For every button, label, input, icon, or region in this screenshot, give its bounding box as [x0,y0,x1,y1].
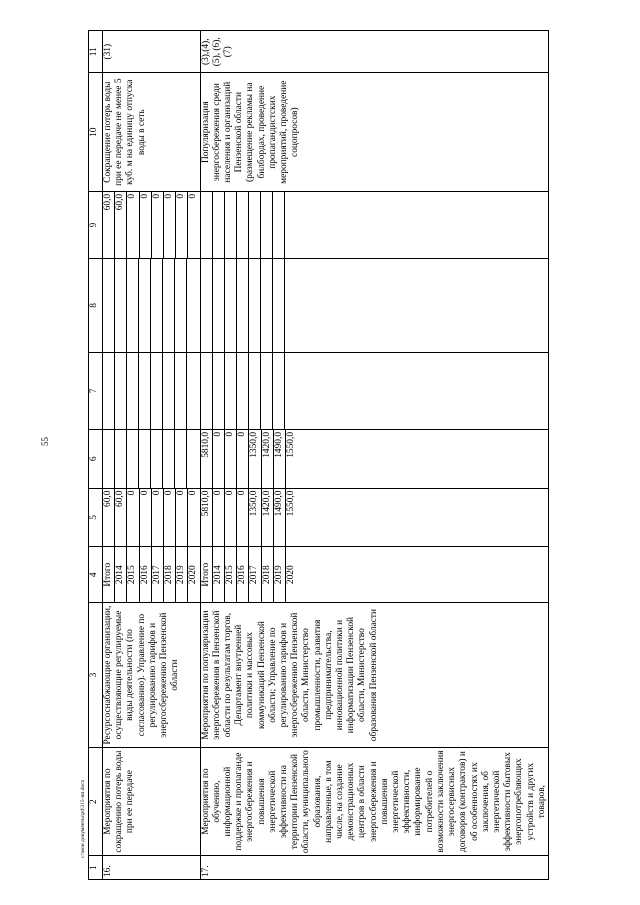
col9-value [236,192,248,258]
col8-cell [200,259,548,353]
col9-cell [200,191,548,258]
measures-table [88,30,549,880]
col8-list [103,259,198,352]
col5-value: 1420,0 [261,489,273,547]
col6-value: 5810,0 [201,430,213,488]
col8-value [115,259,127,352]
header-cell: 4 [89,547,103,603]
col7-cell [200,352,548,429]
indicator-refs: (3),(4), (5), (6), (7) [200,31,548,73]
col6-value [187,430,199,488]
years-list [103,547,200,602]
years-value: 2018 [164,547,176,602]
col8-cell [103,259,201,353]
col9-list [103,192,200,258]
col5-cell [103,488,201,547]
years-value: 2018 [261,547,273,602]
header-cell: 6 [89,429,103,488]
col6-cell [103,429,201,488]
col7-value [115,353,127,429]
col8-value [139,259,151,352]
col8-value [272,259,284,352]
col7-value [212,353,224,429]
years-cell [103,547,201,603]
col5-value: 0 [212,489,224,547]
col8-value [212,259,224,352]
col6-value [127,430,139,488]
col6-list [201,430,298,488]
col8-value [248,259,260,352]
row-number: 16. [103,856,201,880]
col5-value: 0 [151,489,163,547]
years-value: 2014 [115,547,127,602]
col6-value: 1550,0 [286,431,297,458]
col7-value [236,353,248,429]
col9-value: 0 [164,192,176,258]
col7-value [103,353,115,429]
col5-value: 0 [164,489,176,547]
col8-value [236,259,248,352]
col5-value: 60,0 [115,489,127,547]
col7-value [284,353,296,429]
measure-name: Мероприятия по обучению, информационной поддержке и пропаганде энергосбережения и повышения энергетической эффективности на территории Пензенской области, муниципального образования, направленные, в том числе, на создание демонстрационных центров в области энергосбережения и повышения энергетической эффективности, информирование потребителей о возможности заключения энергосервисных договоров (контрактов) и об особенностях их заключения, об энергетической эффективности бытовых энергопотребляющих устройств и других товаров, [200,747,548,855]
col7-value [163,353,175,429]
col7-value [248,353,260,429]
result-text: Популяризация энергосбережения среди населения и организаций Пензенской области (размещение рекламы на билбордах, проведение пропагандистских мероприятий, проведение соцопросов) [200,73,548,191]
years-value: 2017 [249,547,261,602]
col8-value [201,259,213,352]
col5-value: 0 [225,489,237,547]
rotated-table-wrapper [88,30,585,880]
col5-value: 1490,0 [273,489,285,547]
col5-list [103,489,200,547]
header-row [89,31,103,880]
col5-value: 5810,0 [201,489,213,547]
years-value: 2020 [188,565,199,585]
col6-value [115,430,127,488]
col7-value [260,353,272,429]
col9-value [224,192,236,258]
col8-value [175,259,187,352]
header-cell: 10 [89,73,103,191]
col9-value: 60,0 [103,192,115,258]
col6-value [103,430,115,488]
col6-value: 0 [212,430,224,488]
years-value: 2015 [225,547,237,602]
col7-list [201,353,296,429]
years-value: Итого [103,547,115,602]
col9-value [248,192,260,258]
executor-text: Мероприятия по популяризации энергосбережения в Пензенской области по результатам торгов, Департамент внутренней политики и массовых коммуникаций Пензенской области; Управление по регулированию тарифов и энергосбережению Пензенской области, Министерство промышленности, развития предпринимательства, инновационной политики и информатизации Пензенской области, Министерство образования Пензенской области [200,603,548,748]
col7-value [272,353,284,429]
measure-name: Мероприятия по сокращению потерь воды при ее передаче [103,747,201,855]
executor-text: Ресурсоснабжающие организации, осуществляющие регулируемые виды деятельности (по согласованию). Управление по регулированию тарифов и энергосбережению Пензенской области [103,603,201,748]
col9-value: 0 [151,192,163,258]
header-cell: 2 [89,747,103,855]
col9-value [201,192,213,258]
indicator-refs: (31) [103,31,201,73]
col9-value [212,192,224,258]
page-number: 55 [40,437,50,446]
col6-value [163,430,175,488]
col5-value: 0 [237,489,249,547]
header-cell: 8 [89,259,103,353]
col7-value [224,353,236,429]
years-value: 2016 [237,547,249,602]
years-value: 2020 [286,565,297,585]
col5-value: 0 [139,489,151,547]
col5-value: 0 [176,489,188,547]
years-value: 2019 [176,547,188,602]
col6-cell [200,429,548,488]
header-cell: 9 [89,191,103,258]
col8-list [201,259,296,352]
years-value: 2019 [273,547,285,602]
col7-value [175,353,187,429]
col7-value [151,353,163,429]
col8-value [284,259,296,352]
col8-value [163,259,175,352]
years-list [201,547,298,602]
col6-value [139,430,151,488]
col9-value [284,192,296,258]
col6-value: 0 [237,430,249,488]
table-row [200,31,548,880]
col5-value: 1550,0 [286,490,297,517]
col9-value: 0 [127,192,139,258]
col7-value [187,353,199,429]
col9-value: 60,0 [115,192,127,258]
years-cell [200,547,548,603]
col8-value [224,259,236,352]
col8-value [260,259,272,352]
header-cell: 7 [89,352,103,429]
header-cell: 5 [89,488,103,547]
col5-value: 0 [188,490,199,496]
years-value: Итого [201,547,213,602]
years-value: 2016 [139,547,151,602]
col6-value: 1350,0 [249,430,261,488]
row-number: 17. [200,856,548,880]
col8-value [127,259,139,352]
header-cell: 11 [89,31,103,73]
years-value: 2014 [212,547,224,602]
col8-value [151,259,163,352]
col9-cell [103,191,201,258]
col5-cell [200,488,548,547]
col7-value [127,353,139,429]
col7-list [103,353,198,429]
years-value: 2017 [151,547,163,602]
col6-value: 0 [225,430,237,488]
col8-value [187,259,199,352]
col6-value: 1490,0 [273,430,285,488]
col8-value [103,259,115,352]
header-cell: 3 [89,603,103,748]
col6-value: 1420,0 [261,430,273,488]
col5-list [201,489,298,547]
header-cell: 1 [89,856,103,880]
col7-value [139,353,151,429]
col5-value: 1350,0 [249,489,261,547]
col6-list [103,430,198,488]
result-text: Сокращение потерь воды при ее передаче не менее 5 куб. м на единицу отпуска воды в сеть [103,73,201,191]
col6-value [175,430,187,488]
col7-value [201,353,213,429]
col9-value [260,192,272,258]
col6-value [151,430,163,488]
col9-list [201,192,296,258]
col9-value [272,192,284,258]
col7-cell [103,352,201,429]
col5-value: 0 [127,489,139,547]
col9-value: 0 [176,192,188,258]
table-row [103,31,201,880]
col9-value: 0 [139,192,151,258]
footer-file-path: c:\мои документы\pd\315-пп.docx [80,779,86,858]
years-value: 2015 [127,547,139,602]
col5-value: 60,0 [103,489,115,547]
col9-value: 0 [188,193,199,199]
